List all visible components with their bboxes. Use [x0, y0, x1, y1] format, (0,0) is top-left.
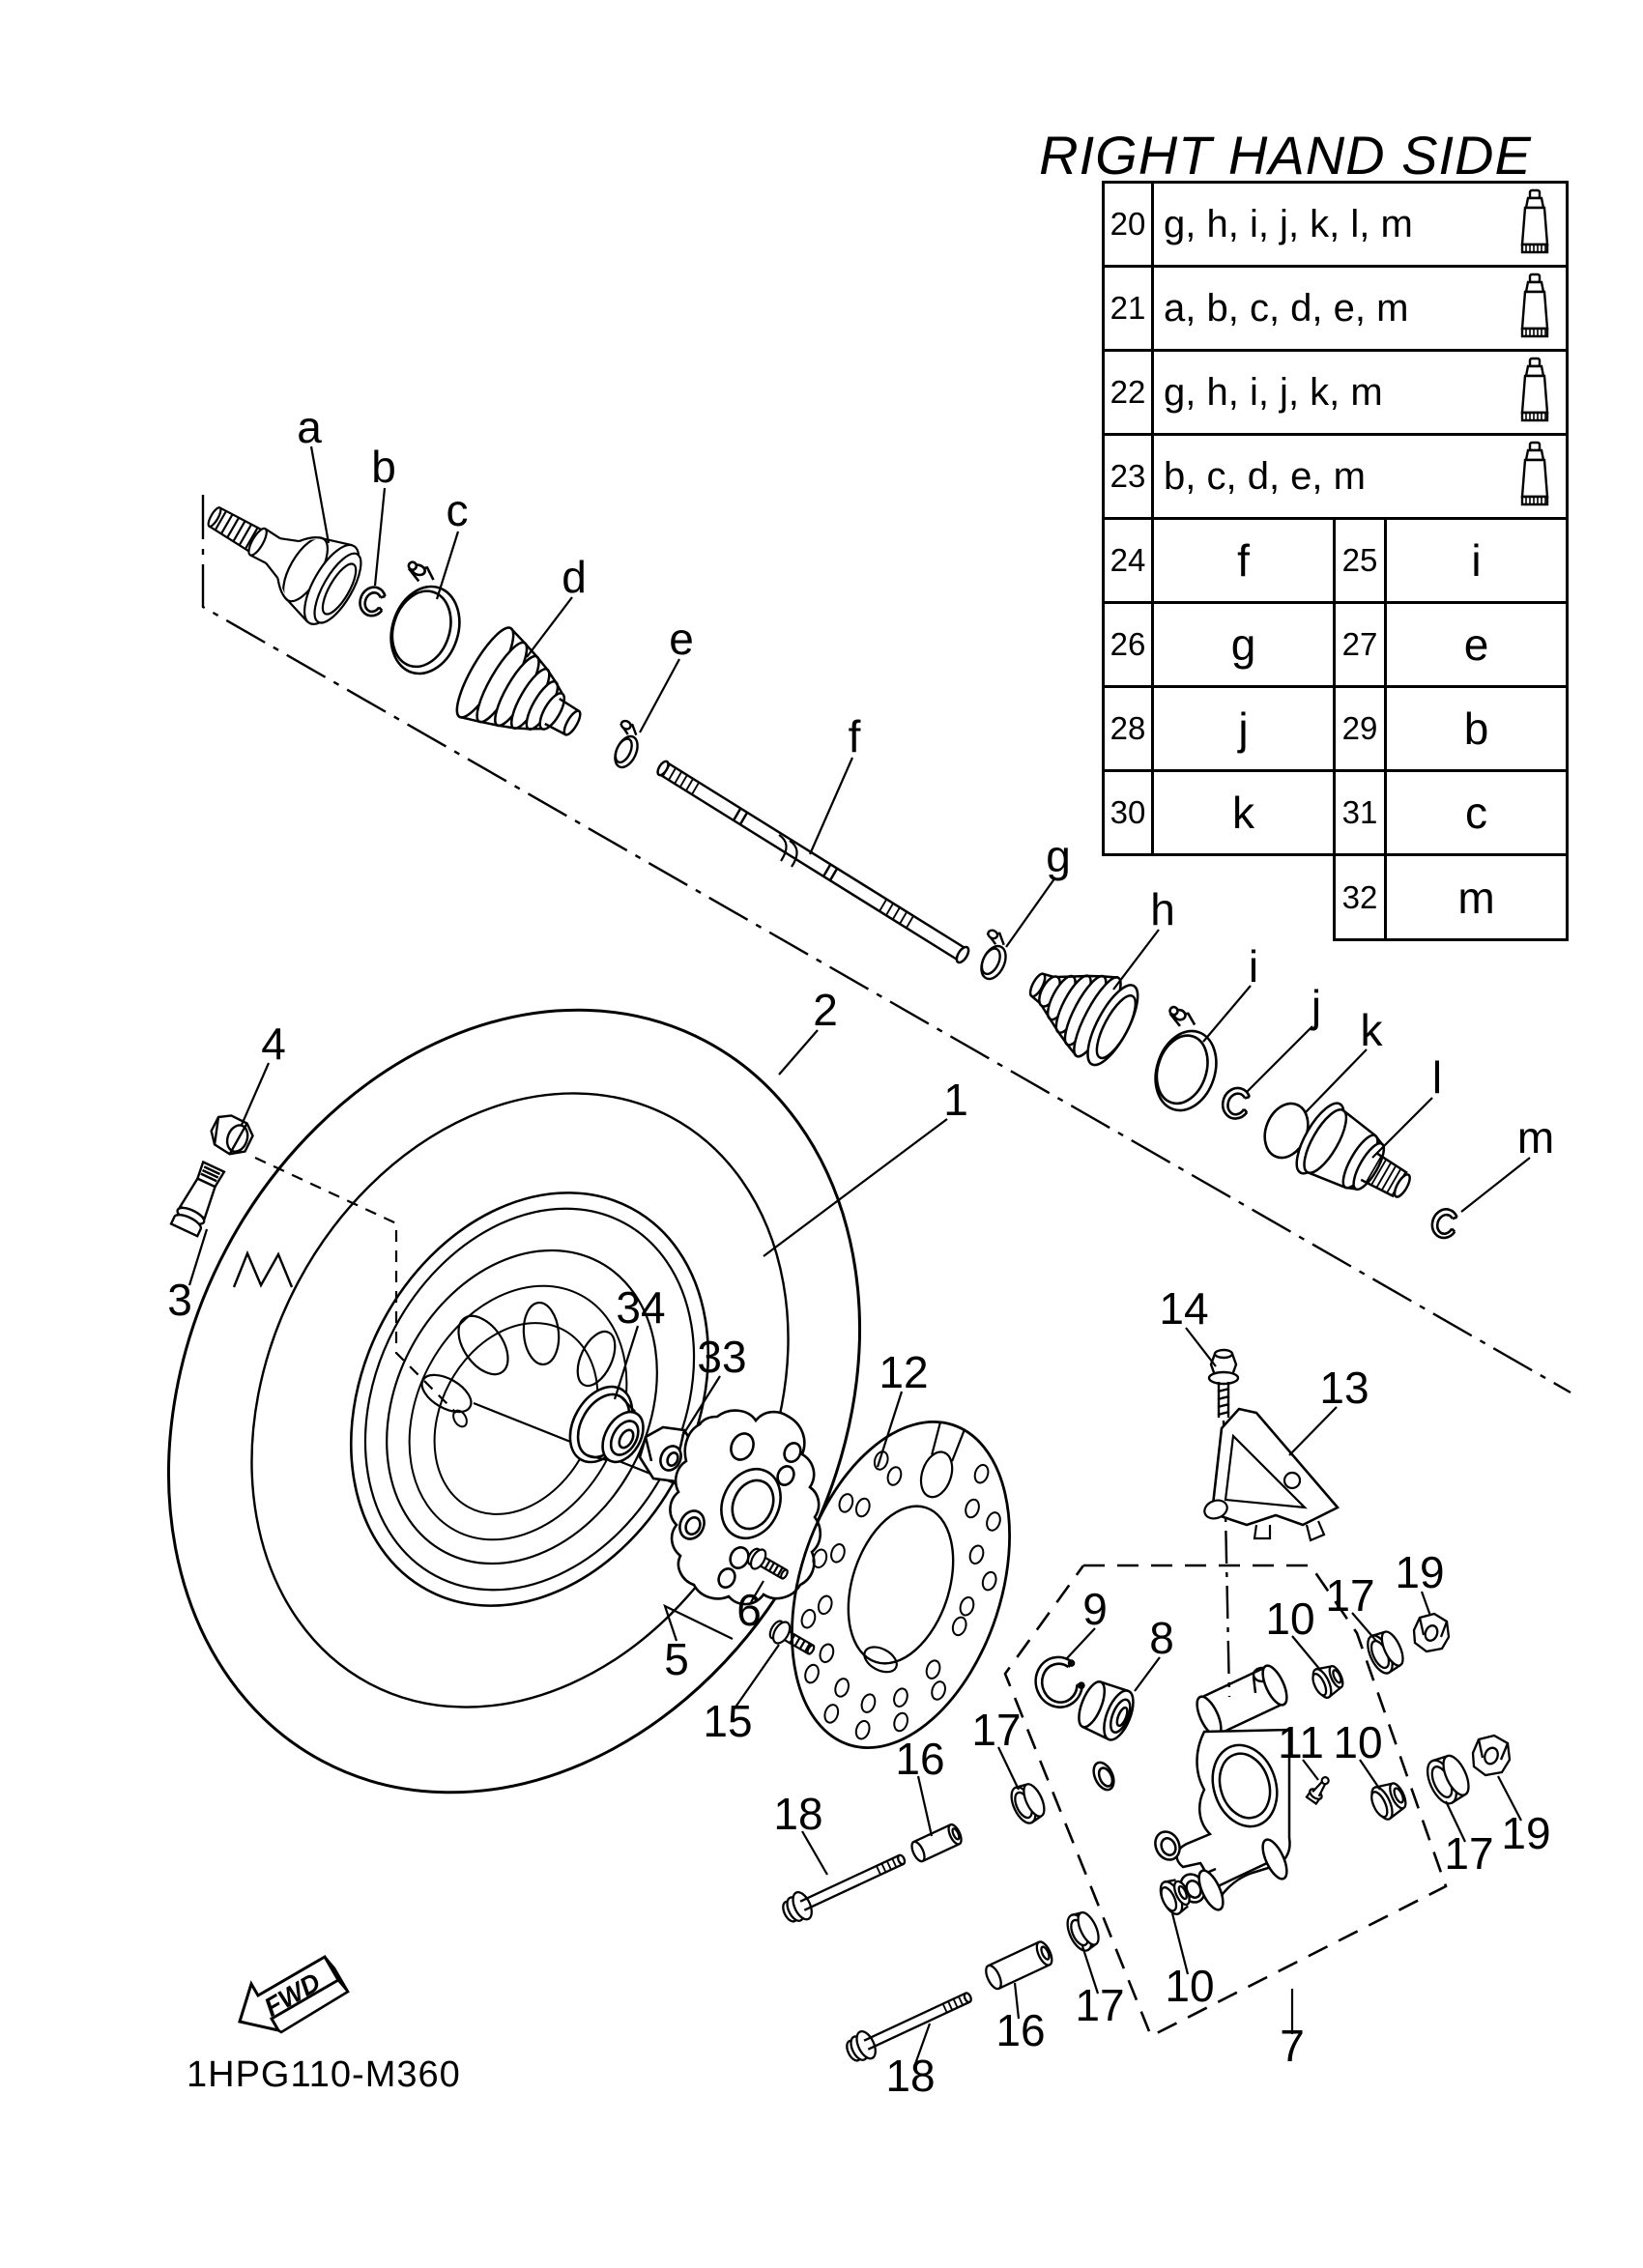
callout-10: 10	[1333, 1717, 1383, 1767]
rim-spoke-cutout	[448, 1307, 518, 1384]
boot-clamp-part-g	[970, 929, 1016, 983]
nut-part-19-upper	[1414, 1614, 1449, 1651]
axle-shaft-part-f	[655, 760, 970, 964]
circlip-part-m	[1428, 1206, 1461, 1242]
fwd-arrow-label: FWD	[259, 1967, 326, 2023]
inner-cv-joint-part-l	[1288, 1097, 1427, 1222]
table-num-cell: 20	[1104, 183, 1153, 267]
wheel-tire-group	[35, 888, 993, 1914]
callout-a: a	[297, 402, 322, 452]
callout-m: m	[1516, 1112, 1555, 1163]
bushing-part-10-right	[1367, 1778, 1410, 1823]
table-letter-cell: c	[1386, 771, 1568, 855]
wheel-collar-part-34	[558, 1376, 658, 1481]
callout-9: 9	[1082, 1584, 1108, 1634]
callout-f: f	[848, 711, 861, 761]
table-num-cell: 32	[1335, 855, 1386, 940]
page-title: RIGHT HAND SIDE	[1039, 125, 1532, 186]
table-row	[1104, 267, 1568, 351]
disc-keyhole-slot	[915, 1448, 957, 1501]
boot-clamp-part-e	[604, 720, 647, 771]
callout-c: c	[446, 485, 469, 535]
table-letters-text: g, h, i, j, k, m	[1164, 370, 1383, 414]
collar-part-17-right	[1422, 1750, 1475, 1808]
pivot-bolt-part-18-upper	[779, 1846, 910, 1928]
callout-12: 12	[879, 1347, 929, 1397]
table-num-cell: 28	[1104, 687, 1153, 771]
callout-34: 34	[616, 1282, 666, 1333]
callout-1: 1	[943, 1075, 968, 1125]
callout-2: 2	[813, 985, 838, 1035]
grease-tube-icon	[1512, 441, 1558, 512]
callout-33: 33	[697, 1332, 747, 1382]
table-num-cell: 21	[1104, 267, 1153, 351]
callout-e: e	[669, 614, 694, 664]
table-num-cell: 25	[1335, 519, 1386, 603]
table-row	[1104, 183, 1568, 267]
tire-section-zigzag	[234, 1253, 292, 1287]
boot-clamp-part-i	[1141, 1006, 1231, 1118]
rim-spoke-cutout	[521, 1302, 561, 1366]
tire-outer-outline	[35, 888, 993, 1914]
tire-sidewall-line	[148, 999, 893, 1801]
table-blank-cell	[1153, 855, 1335, 940]
table-letters-text: g, h, i, j, k, l, m	[1164, 202, 1413, 245]
callout-i: i	[1248, 941, 1259, 991]
table-row	[1104, 435, 1568, 519]
table-num-cell: 27	[1335, 603, 1386, 687]
cv-boot-part-d	[447, 621, 602, 769]
table-letters-text: a, b, c, d, e, m	[1164, 286, 1409, 330]
callout-17: 17	[1325, 1570, 1375, 1621]
table-row	[1104, 687, 1568, 771]
callout-15: 15	[703, 1696, 753, 1746]
boot-clamp-part-c	[378, 561, 476, 683]
table-row	[1104, 603, 1568, 687]
collar-part-16-upper	[909, 1823, 964, 1863]
bushing-part-10-upper	[1309, 1661, 1347, 1701]
grease-reference-table	[1102, 181, 1569, 941]
table-letters-cell	[1153, 183, 1568, 267]
cv-boot-part-h	[1013, 943, 1147, 1071]
callout-13: 13	[1319, 1363, 1369, 1413]
circlip-part-b	[356, 584, 389, 619]
table-row	[1104, 519, 1568, 603]
table-letter-cell: b	[1386, 687, 1568, 771]
grease-tube-icon	[1512, 273, 1558, 344]
bracket-bolt-part-14	[1209, 1350, 1238, 1418]
table-letter-cell: f	[1153, 519, 1335, 603]
callout-11: 11	[1278, 1717, 1324, 1767]
callout-8: 8	[1149, 1613, 1174, 1663]
nut-part-19-right	[1473, 1736, 1510, 1775]
rim-dish-edge	[333, 1203, 709, 1611]
callout-5: 5	[664, 1634, 689, 1684]
table-num-cell: 30	[1104, 771, 1153, 855]
grease-tube-icon	[1512, 188, 1558, 260]
table-num-cell: 26	[1104, 603, 1153, 687]
table-letter-cell: j	[1153, 687, 1335, 771]
snap-ring-part-9	[1030, 1651, 1088, 1712]
callout-14: 14	[1159, 1283, 1209, 1334]
callout-10: 10	[1165, 1961, 1215, 2011]
table-row	[1104, 771, 1568, 855]
collar-part-16-lower	[983, 1939, 1054, 1991]
table-letter-cell: k	[1153, 771, 1335, 855]
table-num-cell: 23	[1104, 435, 1153, 519]
collar-part-17-left	[1006, 1779, 1049, 1826]
callout-19: 19	[1501, 1808, 1551, 1858]
callout-16: 16	[895, 1734, 945, 1784]
disc-guard-bracket-part-13	[1202, 1409, 1338, 1540]
grease-tube-icon	[1512, 357, 1558, 428]
drawing-part-code: 1HPG110-M360	[187, 2054, 461, 2095]
table-letters-cell	[1153, 351, 1568, 435]
table-letter-cell: e	[1386, 603, 1568, 687]
callout-17: 17	[1075, 1980, 1125, 2030]
table-letter-cell: m	[1386, 855, 1568, 940]
callout-16: 16	[995, 2005, 1046, 2055]
callout-6: 6	[736, 1585, 762, 1635]
callout-j: j	[1311, 981, 1322, 1031]
callout-18: 18	[773, 1789, 823, 1839]
disc-oval-hole	[860, 1642, 901, 1677]
table-num-cell: 22	[1104, 351, 1153, 435]
callout-g: g	[1046, 831, 1071, 881]
callout-k: k	[1360, 1005, 1383, 1055]
table-num-cell: 24	[1104, 519, 1153, 603]
callout-18: 18	[885, 2051, 936, 2101]
valve-stem-part	[171, 1161, 227, 1236]
table-letters-cell	[1153, 267, 1568, 351]
callout-3: 3	[167, 1275, 192, 1325]
table-letters-text: b, c, d, e, m	[1164, 454, 1366, 498]
table-num-cell: 31	[1335, 771, 1386, 855]
table-blank-cell	[1104, 855, 1153, 940]
callout-10: 10	[1265, 1593, 1315, 1644]
callout-d: d	[562, 552, 587, 602]
callout-17: 17	[971, 1705, 1022, 1755]
grease-nipple-part-11	[1306, 1774, 1333, 1804]
outer-cv-joint-part-a	[189, 476, 372, 633]
table-num-cell: 29	[1335, 687, 1386, 771]
rim-spoke-cutout	[570, 1326, 622, 1392]
callout-17: 17	[1444, 1828, 1494, 1879]
table-row	[1104, 351, 1568, 435]
table-letter-cell: i	[1386, 519, 1568, 603]
valve-cap-nut-part	[206, 1111, 256, 1160]
callout-19: 19	[1395, 1547, 1445, 1597]
callout-h: h	[1150, 884, 1175, 934]
valve-alignment-dashes	[255, 1158, 456, 1413]
callout-4: 4	[261, 1019, 286, 1069]
table-letter-cell: g	[1153, 603, 1335, 687]
table-row	[1104, 855, 1568, 940]
callout-b: b	[371, 442, 396, 492]
callout-7: 7	[1280, 2021, 1305, 2071]
callout-l: l	[1431, 1052, 1443, 1103]
table-letters-cell	[1153, 435, 1568, 519]
